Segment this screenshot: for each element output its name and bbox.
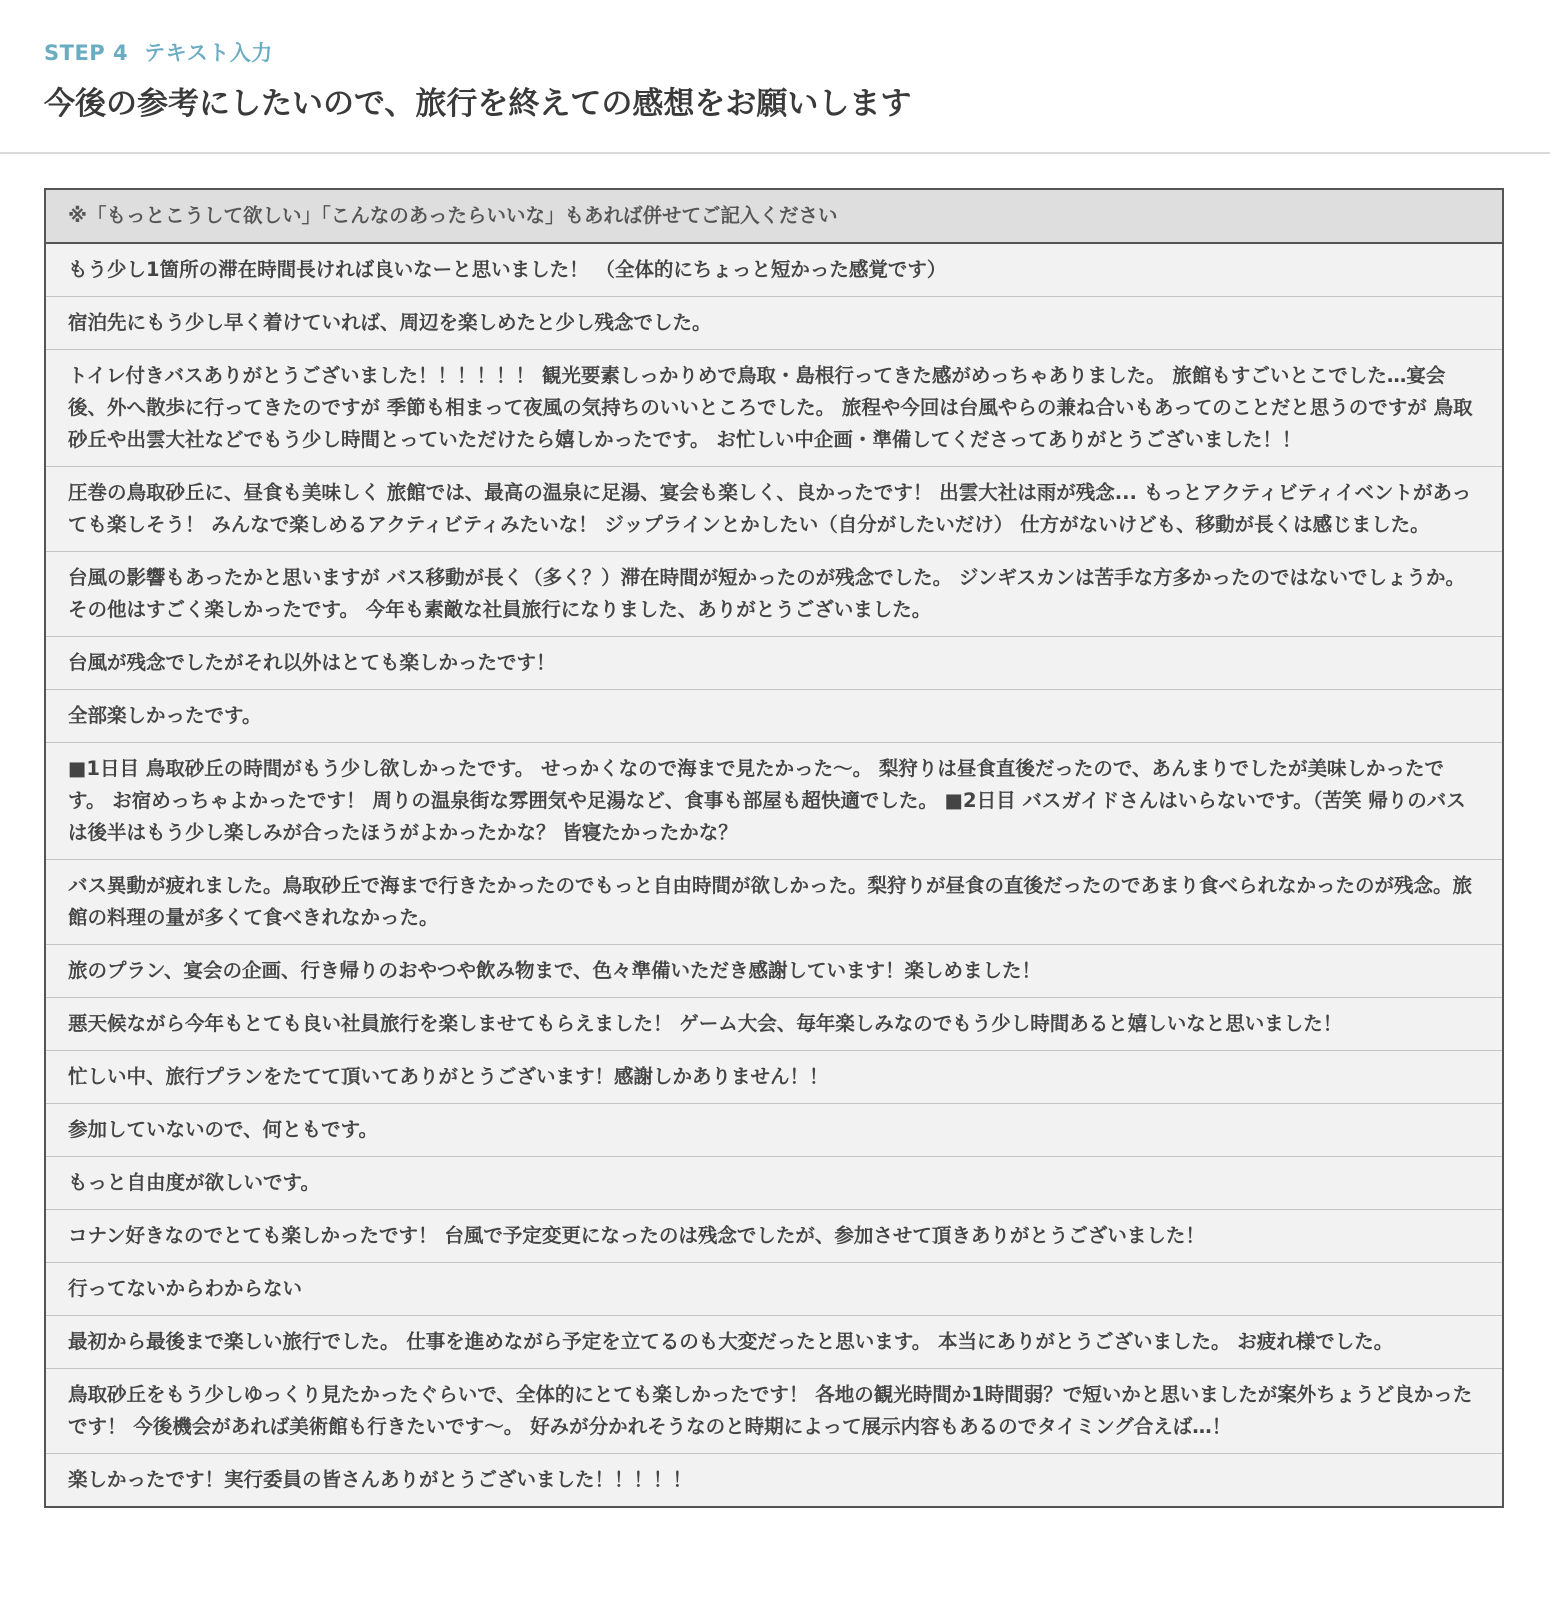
table-row: 台風が残念でしたがそれ以外はとても楽しかったです！ — [46, 636, 1502, 689]
step-label — [44, 38, 1506, 68]
question-header — [0, 0, 1550, 154]
table-row: 忙しい中、旅行プランをたてて頂いてありがとうございます！感謝しかありません！！ — [46, 1050, 1502, 1103]
table-row: 行ってないからわからない — [46, 1262, 1502, 1315]
table-row: 悪天候ながら今年もとても良い社員旅行を楽しませてもらえました！ ゲーム大会、毎年楽しみなのでもう少し時間あると嬉しいなと思いました！ — [46, 997, 1502, 1050]
table-row: バス異動が疲れました。鳥取砂丘で海まで行きたかったのでもっと自由時間が欲しかった。梨狩りが昼食の直後だったのであまり食べられなかったのが残念。旅館の料理の量が多くて食べきれなかった。 — [46, 859, 1502, 944]
table-row: 楽しかったです！実行委員の皆さんありがとうございました！！！！！ — [46, 1453, 1502, 1506]
table-row: トイレ付きバスありがとうございました！！！！！！ 観光要素しっかりめで鳥取・島根行ってきた感がめっちゃありました。 旅館もすごいとこでした…宴会後、外へ散歩に行ってきたのですが 季節も相まって夜風の気持ちのいいところでした。 旅程や今回は台風やらの兼ね合いもあってのことだと思うのですが 鳥取砂丘や出雲大社などでもう少し時間とっていただけたら嬉しかったです。 お忙しい中企画・準備してくださってありがとうございました！！ — [46, 349, 1502, 466]
table-row: 参加していないので、何ともです。 — [46, 1103, 1502, 1156]
table-row: 宿泊先にもう少し早く着けていれば、周辺を楽しめたと少し残念でした。 — [46, 296, 1502, 349]
step-number: STEP 4 — [44, 41, 129, 65]
table-header-note: ※「もっとこうして欲しい」「こんなのあったらいいな」もあれば併せてご記入ください — [46, 190, 1502, 244]
table-row: 台風の影響もあったかと思いますが バス移動が長く（多く？）滞在時間が短かったのが残念でした。 ジンギスカンは苦手な方多かったのではないでしょうか。 その他はすごく楽しかったです。 今年も素敵な社員旅行になりました、ありがとうございました。 — [46, 551, 1502, 636]
responses-table — [44, 188, 1504, 1508]
table-row: もう少し1箇所の滞在時間長ければ良いなーと思いました！ （全体的にちょっと短かった感覚です） — [46, 244, 1502, 296]
question-title: 今後の参考にしたいので、旅行を終えての感想をお願いします — [44, 86, 912, 122]
table-row: 圧巻の鳥取砂丘に、昼食も美味しく 旅館では、最高の温泉に足湯、宴会も楽しく、良かったです！ 出雲大社は雨が残念... もっとアクティビティイベントがあっても楽しそう！ みんなで楽しめるアクティビティみたいな！ ジップラインとかしたい（自分がしたいだけ） 仕方がないけども、移動が長くは感じました。 — [46, 466, 1502, 551]
step-type: テキスト入力 — [144, 41, 273, 65]
table-row: 全部楽しかったです。 — [46, 689, 1502, 742]
table-row: ■1日目 鳥取砂丘の時間がもう少し欲しかったです。 せっかくなので海まで見たかった〜。 梨狩りは昼食直後だったので、あんまりでしたが美味しかったです。 お宿めっちゃよかったです！ 周りの温泉街な雰囲気や足湯など、食事も部屋も超快適でした。 ■2日目 バスガイドさんはいらないです。（苦笑 帰りのバスは後半はもう少し楽しみが合ったほうがよかったかな？ 皆寝たかったかな？ — [46, 742, 1502, 859]
table-row: 最初から最後まで楽しい旅行でした。 仕事を進めながら予定を立てるのも大変だったと思います。 本当にありがとうございました。 お疲れ様でした。 — [46, 1315, 1502, 1368]
table-row: 旅のプラン、宴会の企画、行き帰りのおやつや飲み物まで、色々準備いただき感謝しています！楽しめました！ — [46, 944, 1502, 997]
table-row: もっと自由度が欲しいです。 — [46, 1156, 1502, 1209]
table-row: 鳥取砂丘をもう少しゆっくり見たかったぐらいで、全体的にとても楽しかったです！ 各地の観光時間か1時間弱？で短いかと思いましたが案外ちょうど良かったです！ 今後機会があれば美術館も行きたいです〜。 好みが分かれそうなのと時期によって展示内容もあるのでタイミング合えば…！ — [46, 1368, 1502, 1453]
table-row: コナン好きなのでとても楽しかったです！ 台風で予定変更になったのは残念でしたが、参加させて頂きありがとうございました！ — [46, 1209, 1502, 1262]
